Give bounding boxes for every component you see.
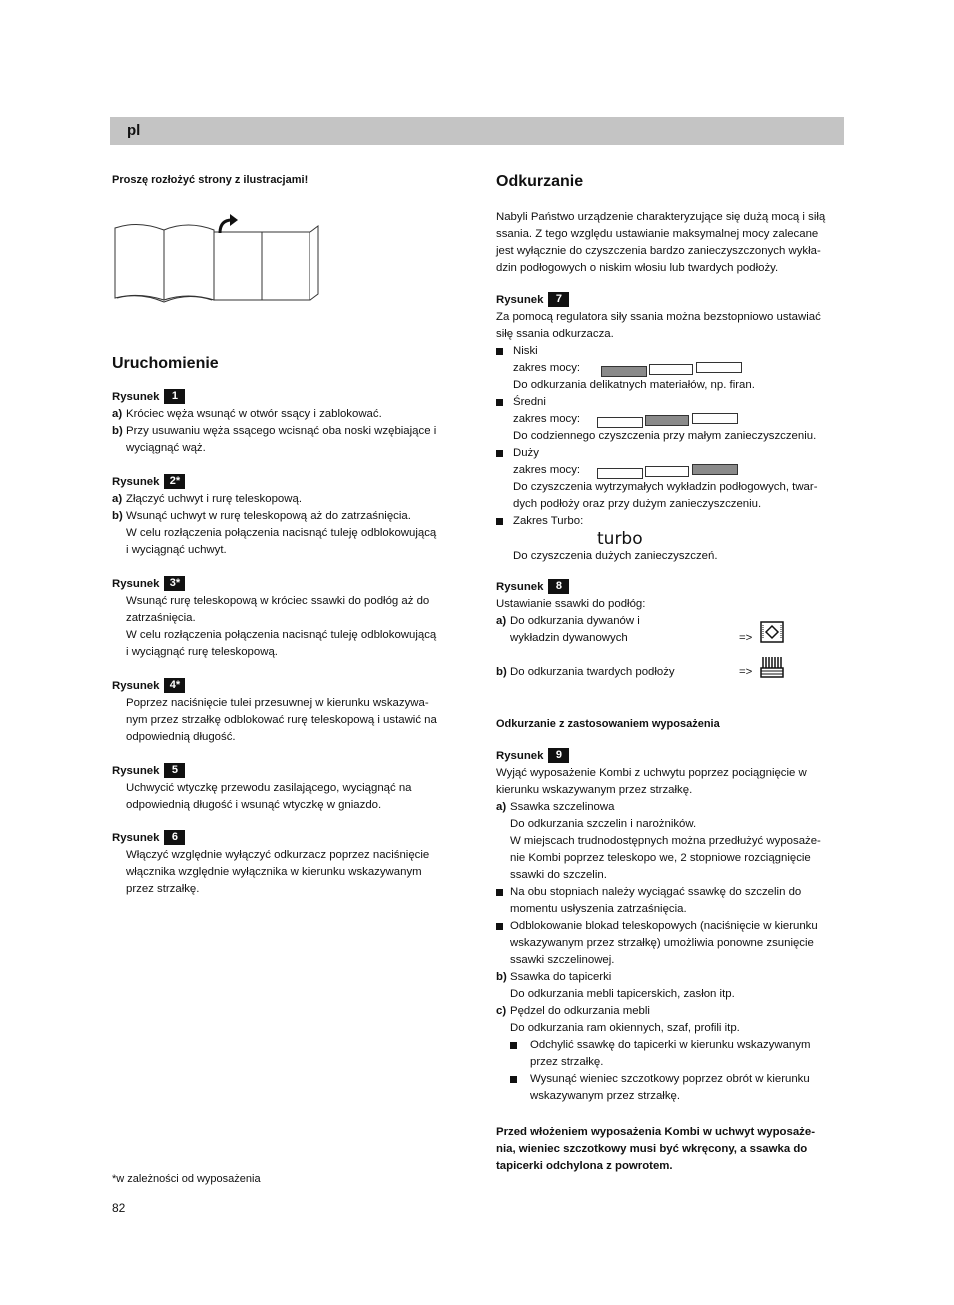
item-label: b) (112, 425, 123, 437)
item-label: b) (496, 971, 507, 983)
hard-floor-setting-icon (760, 656, 784, 678)
paragraph-line: ssania. Z tego względu ustawianie maksymalnej mocy zalecane (496, 228, 819, 240)
power-bar-segment-3 (692, 464, 738, 475)
bullet-square (496, 889, 503, 896)
language-bar (110, 117, 844, 145)
item-label: a) (112, 408, 123, 420)
list-item (496, 664, 846, 681)
paragraph-line: jest wyłącznie do czyszczenia bardzo zanieczyszczonych wykła- (496, 245, 821, 257)
figure-label-text: Rysunek (112, 765, 160, 777)
figure-number-badge: 2* (164, 474, 185, 489)
power-level-title: Średni (513, 396, 546, 408)
bullet-square (496, 399, 503, 406)
power-level-description: Do codziennego czyszczenia przy małym zanieczyszczeniu. (513, 430, 817, 442)
page-number: 82 (112, 1201, 126, 1215)
item-title: Ssawka szczelinowa (510, 801, 615, 813)
item-text: Króciec węża wsunąć w otwór ssący i zablokować. (126, 408, 382, 420)
figure-label-text: Rysunek (112, 578, 160, 590)
figure-7-block (496, 292, 846, 565)
figure-4-block (112, 678, 457, 746)
item-label: a) (112, 493, 123, 505)
paragraph-line: włącznika względnie wyłącznika w kierunku wskazywanym (126, 866, 422, 878)
figure-label-text: Rysunek (112, 391, 160, 403)
paragraph-line: Wyjąć wyposażenie Kombi z uchwytu poprzez pociągnięcie w (496, 767, 807, 779)
power-level-medium (496, 394, 846, 445)
paragraph-line: Nabyli Państwo urządzenie charakteryzujące się dużą mocą i siłą (496, 211, 826, 223)
figure-5-block (112, 763, 457, 814)
vacuuming-intro (496, 209, 846, 277)
power-level-description: Do odkurzania delikatnych materiałów, np. firan. (513, 379, 755, 391)
item-text: Do odkurzania dywanów i (510, 615, 640, 627)
paragraph-line: Ustawianie ssawki do podłóg: (496, 598, 646, 610)
bullet-square (510, 1076, 517, 1083)
figure-6-block (112, 830, 457, 898)
paragraph-line: nia, wieniec szczotkowy musi być wkręcony, a ssawka do (496, 1143, 808, 1155)
power-bar-segment-3 (692, 413, 738, 424)
power-level-title: Duży (513, 447, 539, 459)
list-item (112, 406, 457, 423)
paragraph-line: nym przez strzałkę odblokować rurę teleskopową i ustawić na (126, 714, 437, 726)
language-code: pl (127, 122, 141, 139)
bullet-square (496, 348, 503, 355)
paragraph-line: zatrzaśnięcia. (126, 612, 196, 624)
item-label: a) (496, 615, 507, 627)
final-note (496, 1124, 846, 1175)
power-level-high (496, 445, 846, 513)
paragraph-line: Włączyć względnie wyłączyć odkurzacz poprzez naciśnięcie (126, 849, 430, 861)
footnote: *w zależności od wyposażenia (112, 1173, 261, 1185)
unfold-pages-illustration (112, 214, 322, 304)
item-text: Do odkurzania szczelin i narożników. (510, 818, 697, 830)
list-item (496, 613, 846, 647)
paragraph-line: Poprzez naciśnięcie tulei przesuwnej w kierunku wskazywa- (126, 697, 429, 709)
bullet-text: wskazywanym przez strzałkę) umożliwia ponowne zsunięcie (510, 937, 814, 949)
figure-label (496, 748, 846, 765)
paragraph-line: tapicerki odchylona z powrotem. (496, 1160, 673, 1172)
turbo-label: turbo (597, 529, 643, 549)
figure-8-block (496, 579, 846, 681)
item-text: Złączyć uchwyt i rurę teleskopową. (126, 493, 302, 505)
figure-2-block (112, 474, 457, 559)
bullet-text: wskazywanym przez strzałkę. (530, 1090, 681, 1102)
power-bar-segment-3 (696, 362, 742, 373)
item-label: a) (496, 801, 507, 813)
paragraph-line: kierunku wskazywanym przez strzałkę. (496, 784, 693, 796)
power-level-description: Do czyszczenia dużych zanieczyszczeń. (513, 550, 718, 562)
paragraph-line: i wyciągnąć rurę teleskopową. (126, 646, 278, 658)
item-text: i wyciągnąć uchwyt. (126, 544, 227, 556)
power-bar-segment-2 (645, 466, 689, 477)
item-text: W miejscach trudnodostępnych można przedłużyć wyposaże- (510, 835, 821, 847)
item-title: Ssawka do tapicerki (510, 971, 612, 983)
power-range-label: zakres mocy: (513, 362, 581, 374)
item-text: nie Kombi poprzez teleskopo we, 2 stopniowe rozciągnięcie (510, 852, 811, 864)
item-text: Do odkurzania mebli tapicerskich, zasłon itp. (510, 988, 735, 1000)
figure-label (112, 576, 457, 593)
accessories-heading: Odkurzanie z zastosowaniem wyposażenia (496, 718, 720, 730)
list-item (112, 423, 457, 457)
paragraph-line: dzin podłogowych o niskim włosiu lub twardych podłoży. (496, 262, 779, 274)
power-bar-segment-1 (597, 417, 643, 428)
list-bullet (510, 1037, 846, 1071)
figure-number-badge: 5 (164, 763, 185, 778)
item-text: W celu rozłączenia połączenia nacisnąć tuleję odblokowującą (126, 527, 437, 539)
power-bar-segment-2 (649, 364, 693, 375)
section-heading-startup: Uruchomienie (112, 355, 219, 372)
power-bar-segment-1 (597, 468, 643, 479)
item-text: Przy usuwaniu węża ssącego wcisnąć oba noski wzębiające i (126, 425, 437, 437)
bullet-square (496, 450, 503, 457)
figure-label-text: Rysunek (112, 680, 160, 692)
paragraph-line: przez strzałkę. (126, 883, 200, 895)
item-text: Do odkurzania ram okiennych, szaf, profili itp. (510, 1022, 740, 1034)
figure-label-text: Rysunek (112, 476, 160, 488)
list-bullet (496, 918, 846, 969)
bullet-text: ssawki szczelinowej. (510, 954, 615, 966)
figure-label (112, 763, 457, 780)
power-level-turbo (496, 513, 846, 565)
paragraph-line: Za pomocą regulatora siły ssania można bezstopniowo ustawiać (496, 311, 821, 323)
figure-3-block (112, 576, 457, 661)
item-title: Pędzel do odkurzania mebli (510, 1005, 650, 1017)
item-text: wyciągnąć wąż. (126, 442, 206, 454)
carpet-setting-icon (760, 621, 784, 643)
arrow-symbol: => (739, 666, 753, 678)
bullet-text: Odblokowanie blokad teleskopowych (naciśnięcie w kierunku (510, 920, 818, 932)
figure-number-badge: 9 (548, 748, 569, 763)
power-level-description: Do czyszczenia wytrzymałych wykładzin podłogowych, twar- (513, 481, 818, 493)
figure-number-badge: 3* (164, 576, 185, 591)
item-text: wykładzin dywanowych (510, 632, 628, 644)
list-item (496, 1003, 846, 1105)
figure-label-text: Rysunek (496, 750, 544, 762)
paragraph-line: Przed włożeniem wyposażenia Kombi w uchwyt wyposaże- (496, 1126, 816, 1138)
paragraph-line: odpowiednią długość i wsunąć wtyczkę w gniazdo. (126, 799, 382, 811)
power-level-low (496, 343, 846, 394)
item-label: b) (496, 666, 507, 678)
list-item (496, 799, 846, 884)
figure-number-badge: 7 (548, 292, 569, 307)
figure-label-text: Rysunek (496, 294, 544, 306)
figure-1-block (112, 389, 457, 457)
figure-9-block (496, 748, 846, 1105)
paragraph-line: Wsunąć rurę teleskopową w króciec ssawki do podłóg aż do (126, 595, 430, 607)
bullet-text: Na obu stopniach należy wyciągać ssawkę do szczelin do (510, 886, 802, 898)
bullet-square (496, 518, 503, 525)
paragraph-line: W celu rozłączenia połączenia nacisnąć tuleję odblokowującą (126, 629, 437, 641)
bullet-text: Odchylić ssawkę do tapicerki w kierunku wskazywanym (530, 1039, 811, 1051)
arrow-symbol: => (739, 632, 753, 644)
figure-number-badge: 1 (164, 389, 185, 404)
list-item (496, 969, 846, 1003)
bullet-text: momentu usłyszenia zatrzaśnięcia. (510, 903, 687, 915)
figure-label (496, 292, 846, 309)
figure-label (112, 474, 457, 491)
section-heading-vacuuming: Odkurzanie (496, 173, 584, 190)
power-level-description: dych podłoży oraz przy dużym zanieczyszczeniu. (513, 498, 762, 510)
item-text: Wsunąć uchwyt w rurę teleskopową aż do zatrzaśnięcia. (126, 510, 411, 522)
bullet-text: Wysunąć wieniec szczotkowy poprzez obrót w kierunku (530, 1073, 810, 1085)
paragraph-line: Uchwycić wtyczkę przewodu zasilającego, wyciągnąć na (126, 782, 412, 794)
power-level-title: Zakres Turbo: (513, 515, 584, 527)
power-range-label: zakres mocy: (513, 464, 581, 476)
figure-label-text: Rysunek (496, 581, 544, 593)
figure-number-badge: 8 (548, 579, 569, 594)
paragraph-line: odpowiednią długość. (126, 731, 236, 743)
figure-label (496, 579, 846, 596)
figure-number-badge: 6 (164, 830, 185, 845)
unfold-pages-note: Proszę rozłożyć strony z ilustracjami! (112, 174, 309, 186)
bullet-square (496, 923, 503, 930)
bullet-square (510, 1042, 517, 1049)
list-bullet (510, 1071, 846, 1105)
item-label: b) (112, 510, 123, 522)
power-bar-segment-2 (645, 415, 689, 426)
item-text: ssawki do szczelin. (510, 869, 607, 881)
paragraph-line: siłę ssania odkurzacza. (496, 328, 614, 340)
list-item (112, 508, 457, 559)
power-level-title: Niski (513, 345, 538, 357)
power-range-label: zakres mocy: (513, 413, 581, 425)
figure-number-badge: 4* (164, 678, 185, 693)
item-label: c) (496, 1005, 507, 1017)
bullet-text: przez strzałkę. (530, 1056, 604, 1068)
list-bullet (496, 884, 846, 918)
figure-label (112, 830, 457, 847)
list-item (112, 491, 457, 508)
power-bar-segment-1 (601, 366, 647, 377)
figure-label (112, 389, 457, 406)
item-text: Do odkurzania twardych podłoży (510, 666, 675, 678)
figure-label-text: Rysunek (112, 832, 160, 844)
figure-label (112, 678, 457, 695)
